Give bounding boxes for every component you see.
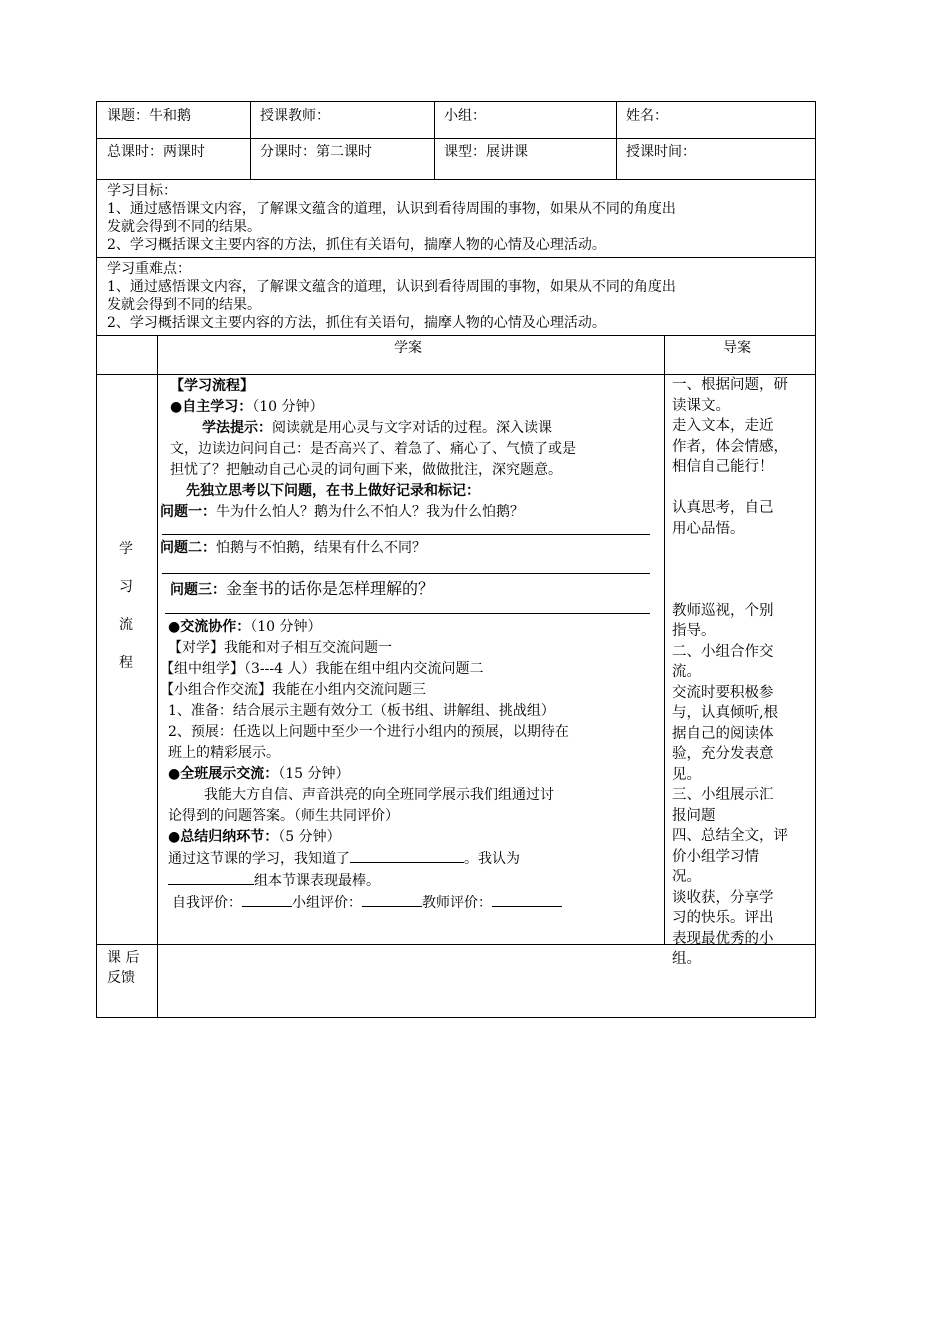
tip-label: 学法提示： bbox=[202, 420, 272, 436]
group-line: 【组中组学】（3---4 人）我能在组中组内交流问题二 bbox=[160, 661, 484, 677]
keypoints-line: 1、通过感悟课文内容，了解课文蕴含的道理，认识到看待周围的事物，如果从不同的角度出 bbox=[107, 279, 676, 295]
guide-line bbox=[672, 560, 814, 581]
exchange-time: （10 分钟） bbox=[250, 619, 322, 635]
think-instruction: 先独立思考以下问题，在书上做好记录和标记： bbox=[186, 483, 480, 499]
q3-text: 金奎书的话你是怎样理解的？ bbox=[226, 579, 435, 598]
self-study-label: ●自主学习： bbox=[170, 399, 253, 415]
teacher-eval-blank[interactable] bbox=[492, 892, 562, 907]
guide-line: 用心品悟。 bbox=[672, 520, 745, 537]
guide-line: 二、小组合作交 bbox=[672, 643, 774, 660]
guide-line: 习的快乐。评出 bbox=[672, 910, 774, 926]
guide-line: 报问题 bbox=[672, 807, 716, 824]
exchange-section bbox=[160, 617, 660, 914]
self-study-time: （10 分钟） bbox=[252, 399, 324, 415]
keypoints-line: 2、学习概括课文主要内容的方法，抓住有关语句，揣摩人物的心情及心理活动。 bbox=[107, 315, 606, 331]
answer-line[interactable] bbox=[165, 613, 650, 614]
row-divider bbox=[97, 179, 815, 180]
know-blank[interactable] bbox=[350, 848, 464, 863]
goals-title: 学习目标： bbox=[107, 183, 177, 199]
guide-line: 验，充分发表意 bbox=[672, 746, 774, 762]
answer-line[interactable] bbox=[162, 573, 650, 574]
group-field: 小组： bbox=[444, 108, 486, 124]
lesson-title: 课题：牛和鹅 bbox=[107, 108, 191, 124]
guide-line: 认真思考，自己 bbox=[672, 500, 774, 516]
show-line: 我能大方自信、声音洪亮的向全班同学展示我们组通过讨 bbox=[204, 787, 554, 803]
flow-heading: 【学习流程】 bbox=[170, 378, 254, 394]
goals-line: 1、通过感悟课文内容，了解课文蕴含的道理，认识到看待周围的事物，如果从不同的角度出 bbox=[107, 201, 676, 217]
group-eval-label: 小组评价： bbox=[292, 895, 362, 911]
q1-label: 问题一： bbox=[160, 504, 216, 520]
guide-line: 流。 bbox=[672, 664, 701, 680]
session-hours: 分课时：第二课时 bbox=[260, 144, 372, 160]
guide-line: 四、总结全文，评 bbox=[672, 828, 788, 844]
self-eval-blank[interactable] bbox=[242, 892, 292, 907]
col-divider bbox=[664, 335, 665, 944]
guide-line: 相信自己能行！ bbox=[672, 459, 774, 475]
preview-line: 2、预展：任选以上问题中至少一个进行小组内的预展，以期待在 bbox=[168, 724, 569, 740]
goals-line: 2、学习概括课文主要内容的方法，抓住有关语句，揣摩人物的心情及心理活动。 bbox=[107, 237, 606, 253]
question-three bbox=[170, 578, 434, 601]
key-points bbox=[107, 260, 812, 332]
guide-line: 指导。 bbox=[672, 623, 716, 639]
guide-line: 组。 bbox=[672, 951, 701, 967]
summary-label: ●总结归纳环节： bbox=[168, 829, 279, 845]
show-time: （15 分钟） bbox=[278, 766, 350, 782]
self-eval-label: 自我评价： bbox=[172, 895, 242, 911]
q2-text: 怕鹅与不怕鹅，结果有什么不同？ bbox=[216, 540, 426, 556]
keypoints-line: 发就会得到不同的结果。 bbox=[107, 297, 261, 313]
teacher-guide bbox=[672, 375, 814, 970]
exchange-label: ●交流协作： bbox=[168, 619, 251, 635]
guide-line: 据自己的阅读体 bbox=[672, 725, 774, 742]
name-field: 姓名： bbox=[626, 108, 668, 124]
group-blank[interactable] bbox=[168, 870, 254, 885]
guide-line: 表现最优秀的小 bbox=[672, 930, 774, 947]
learning-goals bbox=[107, 182, 812, 254]
summary-text-a: 通过这节课的学习，我知道了 bbox=[168, 851, 350, 867]
guide-line bbox=[672, 478, 814, 499]
guide-line: 一、根据问题，研 bbox=[672, 377, 788, 393]
row-divider bbox=[97, 257, 815, 258]
col-divider bbox=[157, 335, 158, 1017]
summary-text-c: 组本节课表现最棒。 bbox=[254, 873, 380, 889]
show-label: ●全班展示交流： bbox=[168, 766, 279, 782]
summary-time: （5 分钟） bbox=[278, 829, 341, 845]
guide-line: 谈收获，分享学 bbox=[672, 889, 774, 906]
side-label: 学 习 流 程 bbox=[119, 541, 133, 671]
row-divider bbox=[97, 138, 815, 139]
goals-line: 发就会得到不同的结果。 bbox=[107, 219, 261, 235]
show-line: 论得到的问题答案。（师生共同评价） bbox=[168, 808, 399, 824]
guide-line: 价小组学习情 bbox=[672, 848, 759, 865]
summary-text-b: 。我认为 bbox=[464, 851, 520, 867]
tip-line: 文，边读边问问自己：是否高兴了、着急了、痛心了、气愤了或是 bbox=[170, 441, 576, 457]
teacher-field: 授课教师： bbox=[260, 108, 330, 124]
feedback-label: 课 后 反馈 bbox=[107, 950, 140, 986]
group-eval-blank[interactable] bbox=[362, 892, 422, 907]
guide-line: 况。 bbox=[672, 869, 701, 885]
preview-line: 班上的精彩展示。 bbox=[168, 745, 280, 761]
q1-text: 牛为什么怕人？鹅为什么不怕人？我为什么怕鹅？ bbox=[216, 504, 524, 520]
teacher-eval-label: 教师评价： bbox=[422, 895, 492, 911]
team-line: 【小组合作交流】我能在小组内交流问题三 bbox=[160, 682, 426, 698]
row-divider bbox=[97, 335, 815, 336]
prep-line: 1、准备：结合展示主题有效分工（板书组、讲解组、挑战组） bbox=[168, 703, 555, 719]
col-divider bbox=[616, 102, 617, 179]
lesson-type: 课型：展讲课 bbox=[444, 144, 528, 160]
guide-line bbox=[672, 539, 814, 560]
tip-line: 担忧了？把触动自己心灵的词句画下来，做做批注，深究题意。 bbox=[170, 462, 562, 478]
pair-line: 【对学】我能和对子相互交流问题一 bbox=[168, 640, 392, 656]
guide-line: 走入文本，走近 bbox=[672, 418, 774, 434]
feedback-area[interactable] bbox=[159, 946, 814, 1018]
col-divider bbox=[434, 102, 435, 179]
guide-line: 教师巡视，个别 bbox=[672, 602, 774, 619]
keypoints-title: 学习重难点： bbox=[107, 261, 191, 277]
lesson-plan-table bbox=[96, 101, 816, 1018]
xuean-header: 学案 bbox=[394, 340, 422, 356]
guide-line: 读课文。 bbox=[672, 397, 730, 414]
q3-label: 问题三： bbox=[170, 582, 226, 598]
q2-label: 问题二： bbox=[160, 540, 216, 556]
guide-line: 交流时要积极参 bbox=[672, 684, 774, 701]
tip-line: 阅读就是用心灵与文字对话的过程。深入读课 bbox=[272, 420, 552, 436]
total-hours: 总课时：两课时 bbox=[107, 144, 205, 160]
study-flow bbox=[160, 376, 660, 523]
guide-line: 三、小组展示汇 bbox=[672, 787, 774, 803]
answer-line[interactable] bbox=[162, 534, 650, 535]
guide-line: 见。 bbox=[672, 766, 701, 783]
col-divider bbox=[250, 102, 251, 179]
question-two bbox=[160, 538, 426, 559]
guide-line: 作者，体会情感， bbox=[672, 438, 788, 455]
lesson-time: 授课时间： bbox=[626, 144, 696, 160]
guide-line: 与，认真倾听,根 bbox=[672, 705, 779, 721]
daoan-header: 导案 bbox=[723, 340, 751, 356]
guide-line bbox=[672, 580, 814, 601]
